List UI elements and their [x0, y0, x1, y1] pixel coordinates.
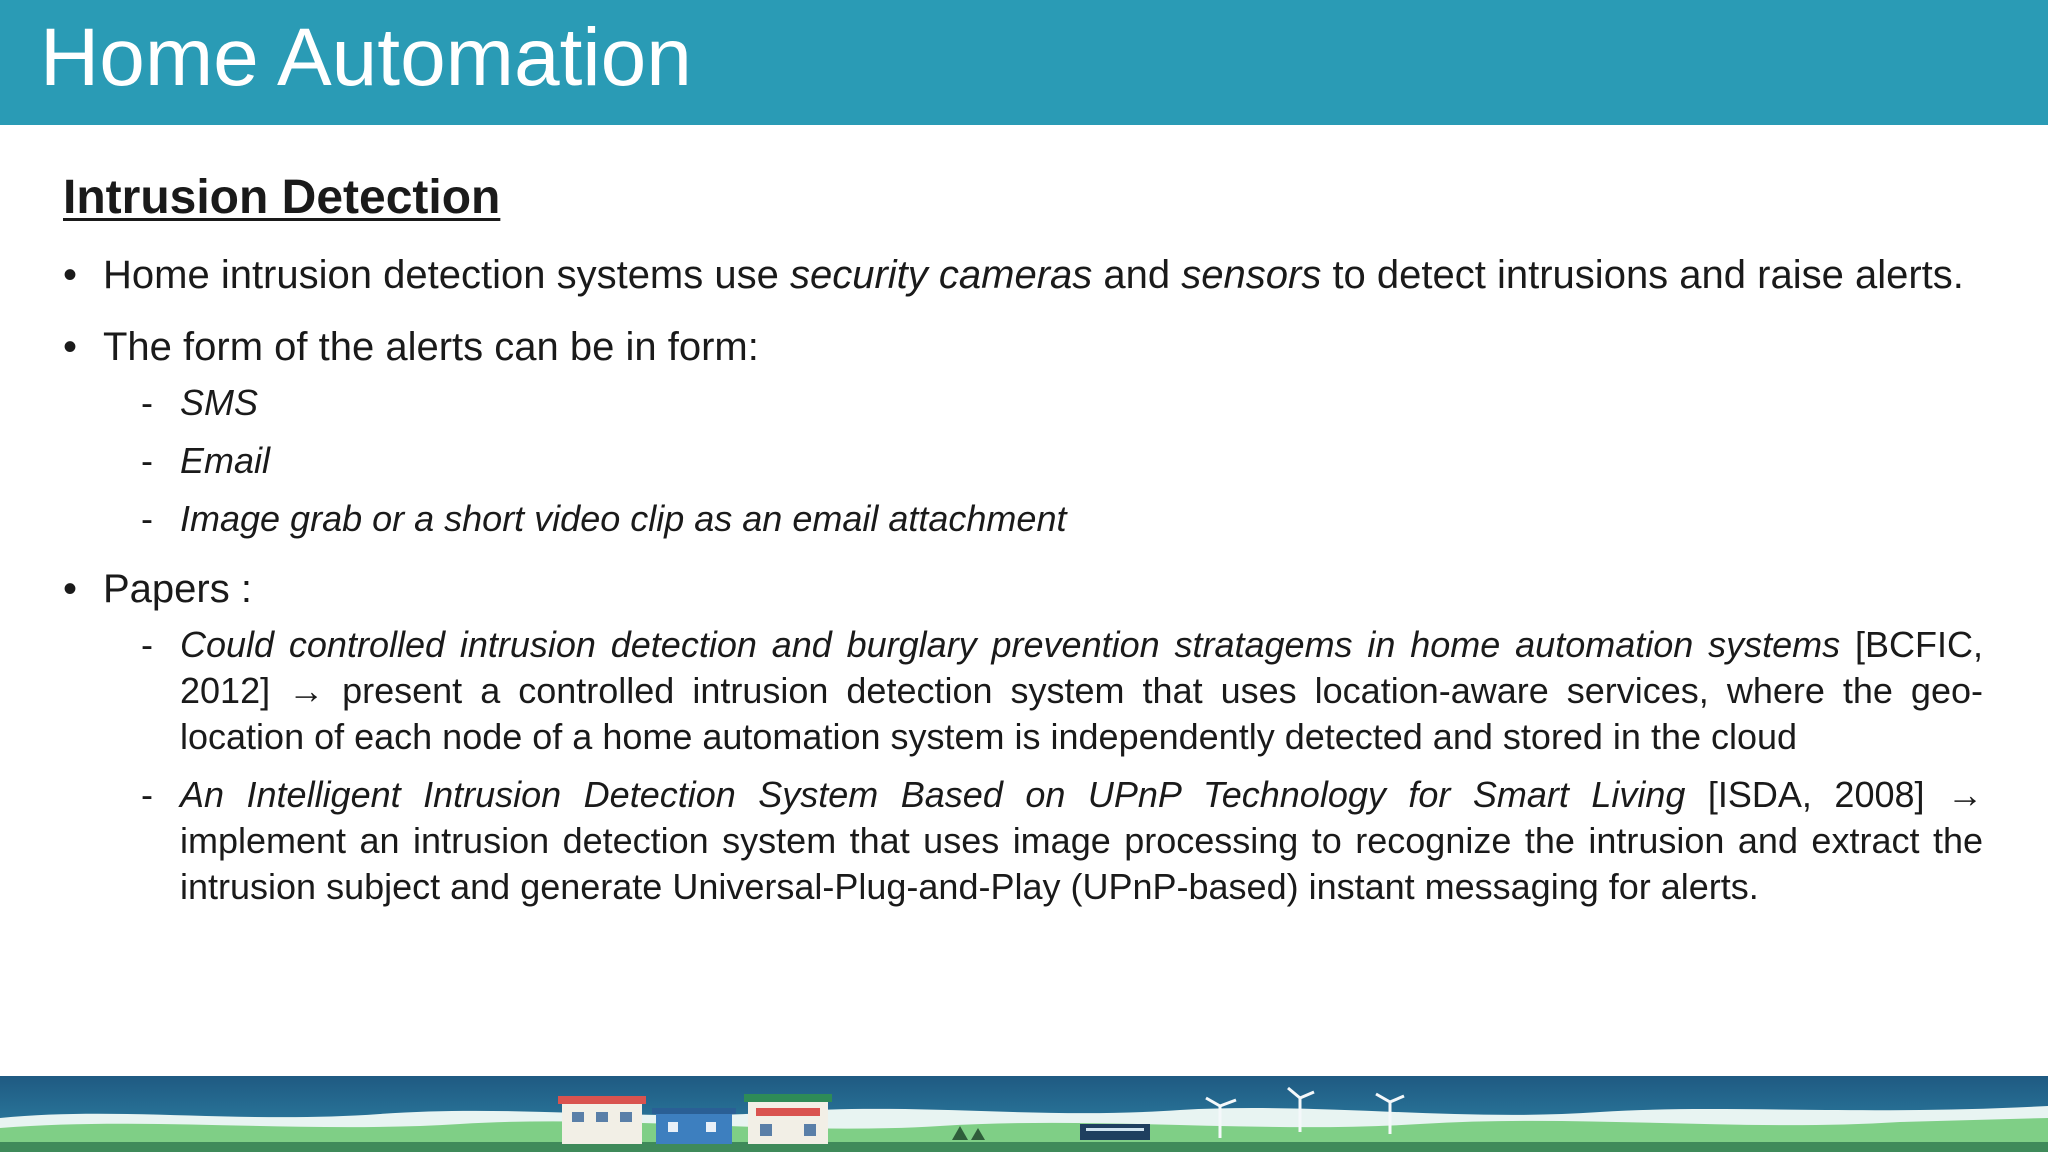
text-segment: Home intrusion detection systems use [103, 253, 790, 297]
house-icon [652, 1108, 736, 1144]
dash-marker: - [141, 774, 153, 815]
list-item-text: Image grab or a short video clip as an email attachment [180, 498, 1067, 539]
footer-landscape-banner [0, 1076, 2048, 1152]
text-segment: to detect intrusions and raise alerts. [1321, 253, 1964, 297]
list-item [141, 496, 1983, 542]
bullet-text [103, 250, 1983, 300]
paper-title: Could controlled intrusion detection and burglary prevention stratagems in home automation systems [180, 624, 1841, 665]
papers-list [141, 622, 1983, 910]
bullet-text: The form of the alerts can be in form: [103, 325, 759, 369]
house-icon [744, 1094, 832, 1144]
slide-content [63, 250, 1983, 932]
section-heading: Intrusion Detection [63, 171, 501, 224]
paper-item [141, 622, 1983, 760]
paper-item [141, 772, 1983, 910]
title-bar [0, 0, 2048, 125]
slide-title: Home Automation [40, 12, 692, 103]
paper-description: [BCFIC, 2012] → present a controlled intrusion detection system that uses location-aware services, where the geo-location of each node of a home automation system is independently detected and stored in the cloud [180, 624, 1983, 757]
text-sensors: sensors [1181, 253, 1322, 297]
text-segment: and [1092, 253, 1182, 297]
bullet-text: Papers : [103, 567, 252, 611]
list-item-text: Email [180, 440, 271, 481]
bullet-marker: • [63, 253, 78, 297]
paper-description: [ISDA, 2008] → implement an intrusion detection system that uses image processing to recognize the intrusion and extract the intrusion subject and generate Universal-Plug-and-Play (UPnP-based) instant messaging for alerts. [180, 774, 1983, 907]
dash-marker: - [141, 382, 153, 423]
bullet-papers [63, 564, 1983, 614]
dash-marker: - [141, 498, 153, 539]
dash-marker: - [141, 440, 153, 481]
landscape-illustration [0, 1076, 2048, 1152]
list-item [141, 380, 1983, 426]
bullet-marker: • [63, 567, 78, 611]
bullet-intrusion-systems [63, 250, 1983, 300]
bullet-alert-forms [63, 322, 1983, 372]
bullet-marker: • [63, 325, 78, 369]
alert-forms-list [141, 380, 1983, 542]
sign-icon [1080, 1124, 1150, 1140]
list-item [141, 438, 1983, 484]
house-icon [558, 1096, 646, 1144]
text-security-cameras: security cameras [789, 253, 1093, 297]
footer-ground [0, 1142, 2048, 1152]
list-item-text: SMS [180, 382, 259, 423]
dash-marker: - [141, 624, 153, 665]
paper-title: An Intelligent Intrusion Detection System Based on UPnP Technology for Smart Living [180, 774, 1686, 815]
